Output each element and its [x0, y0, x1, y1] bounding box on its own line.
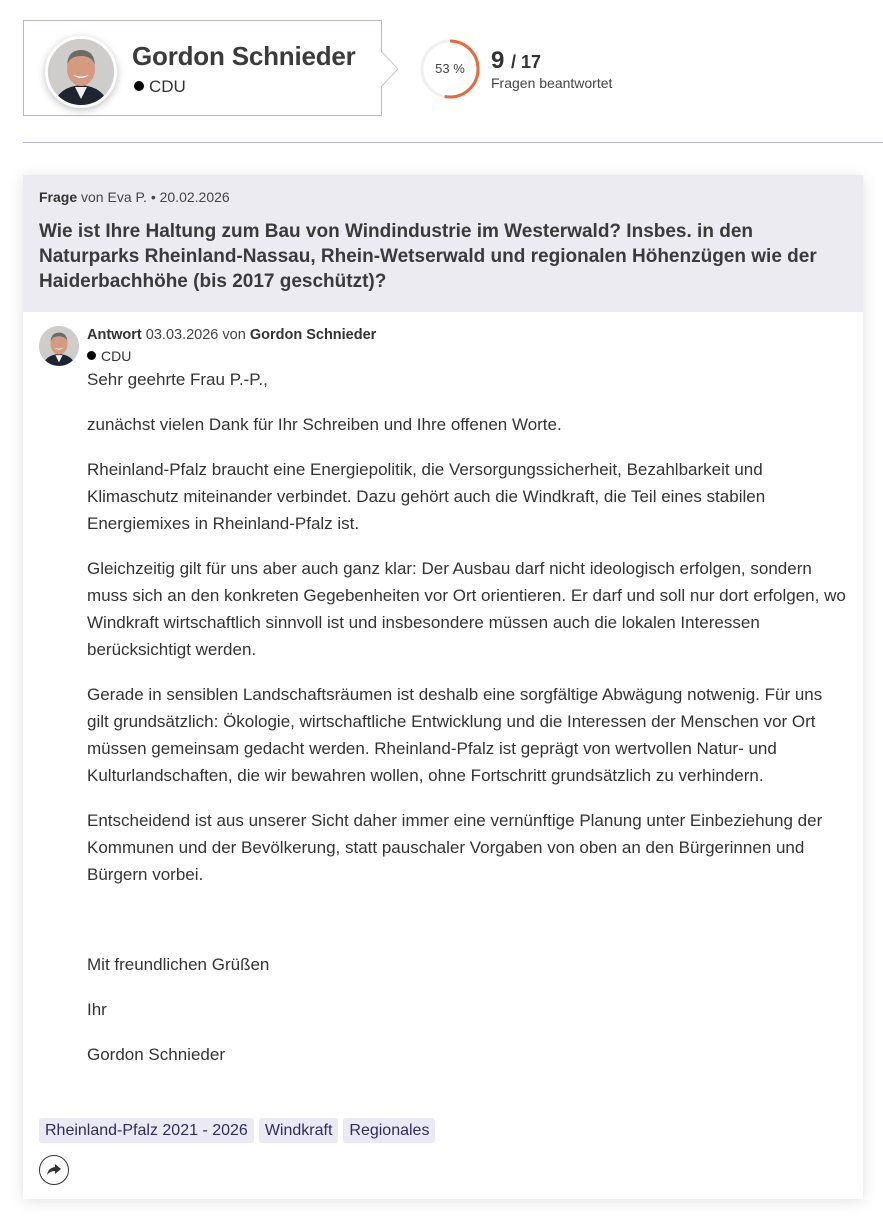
share-button[interactable] [39, 1155, 69, 1185]
party-dot-icon [134, 81, 144, 91]
answer-date: 03.03.2026 [145, 327, 219, 343]
answer-paragraph: Rheinland-Pfalz braucht eine Energiepolitik, die Versorgungssicherheit, Bezahlbarkeit und Klimaschutz miteinander verbindet. Dazu gehört auch die Windkraft, die Teil eines stabilen Energiemixes in Rheinland-Pfalz ist. [87, 460, 766, 533]
politician-name: Gordon Schnieder [132, 41, 356, 71]
party-label [134, 77, 186, 97]
answer-body [87, 366, 847, 1068]
total-number: / 17 [511, 52, 542, 72]
tag-regionales[interactable]: Regionales [343, 1118, 435, 1143]
answered-count [491, 47, 541, 75]
answer-paragraph: Gerade in sensiblen Landschaftsräumen ist deshalb eine sorgfältige Abwägung notwenig. Für uns gilt grundsätzlich: Ökologie, wirtschaftliche Entwicklung und die Interessen der Menschen vor Ort müssen gemeinsam gedacht werden. Rheinland-Pfalz ist geprägt von wertvollen Natur- und Kulturlandschaften, die wir bewahren wollen, ohne Fortschritt grundsätzlich zu verhindern. [87, 685, 823, 785]
meta-separator: • [150, 189, 156, 205]
question-date: 20.02.2026 [159, 189, 230, 205]
answered-number: 9 [491, 47, 505, 74]
answer-section [23, 312, 863, 1068]
answer-paragraph: Entscheidend ist aus unserer Sicht daher immer eine vernünftige Planung unter Einbeziehung der Kommunen und der Bevölkerung, statt pauschaler Vorgaben von oben an den Bürgerinnen und Bürgern vorbei. [87, 811, 823, 884]
portrait-photo-icon [39, 326, 79, 366]
answer-paragraph: Ihr [87, 1000, 107, 1019]
answer-author[interactable]: Gordon Schnieder [249, 327, 377, 343]
topic-tags [39, 1118, 435, 1143]
answer-meta [87, 326, 847, 344]
answer-party [87, 348, 847, 364]
progress-percent: 53 % [435, 61, 465, 76]
tag-legislature[interactable]: Rheinland-Pfalz 2021 - 2026 [39, 1118, 254, 1143]
answer-von: von [222, 327, 246, 343]
avatar [45, 36, 117, 108]
party-name: CDU [149, 77, 186, 96]
answer-paragraph: Gleichzeitig gilt für uns aber auch ganz klar: Der Ausbau darf nicht ideologisch erfolgen, sondern muss sich an den konkreten Gegebenheiten vor Ort orientieren. Er darf und soll nur dort erfolgen, wo Windkraft wirtschaftlich sinnvoll ist und insbesondere müssen auch die lokalen Interessen berücksichtigt werden. [87, 559, 846, 659]
politician-profile-card[interactable] [23, 20, 382, 116]
question-label: Frage [39, 189, 78, 205]
divider [23, 142, 883, 143]
question-card [23, 175, 863, 1199]
question-section [23, 175, 863, 312]
answer-paragraph: Sehr geehrte Frau P.-P., [87, 370, 268, 389]
answer-party-name: CDU [101, 348, 132, 364]
answer-avatar [39, 326, 79, 366]
question-meta [39, 189, 847, 205]
question-author[interactable]: von Eva P. [81, 189, 147, 205]
answer-paragraph: Gordon Schnieder [87, 1045, 225, 1064]
answer-paragraph: Mit freundlichen Grüßen [87, 955, 270, 974]
portrait-photo-icon [48, 39, 114, 105]
party-dot-icon [87, 351, 96, 360]
profile-arrow-icon [376, 52, 400, 86]
tag-windkraft[interactable]: Windkraft [259, 1118, 339, 1143]
answered-label: Fragen beantwortet [491, 75, 613, 91]
question-title: Wie ist Ihre Haltung zum Bau von Windindustrie im Westerwald? Insbes. in den Naturparks Rheinland-Nassau, Rhein-Wetserwald und regionalen Höhenzügen wie der Haiderbachhöhe (bis 2017 geschützt)? [39, 221, 817, 292]
answer-label: Antwort [87, 327, 142, 343]
answer-paragraph: zunächst vielen Dank für Ihr Schreiben und Ihre offenen Worte. [87, 415, 562, 434]
share-icon [46, 1163, 62, 1177]
answer-spacer [87, 906, 847, 933]
